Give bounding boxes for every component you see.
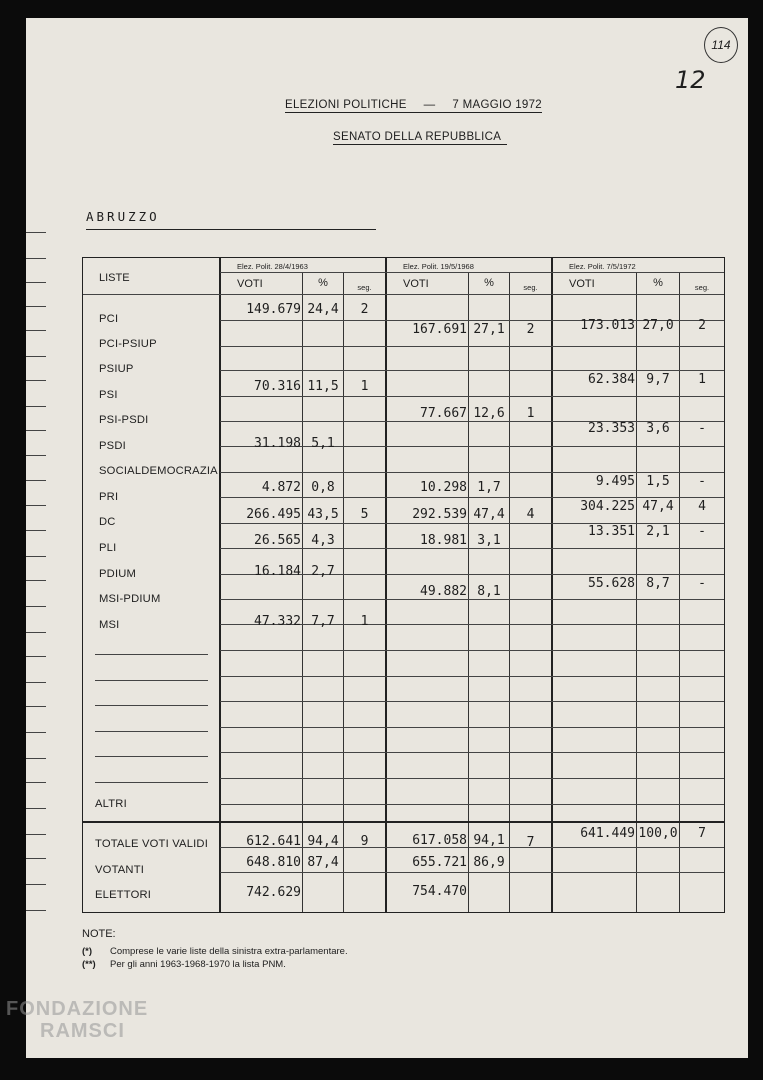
v1972-psi-voti: 62.384 <box>588 372 635 387</box>
v1968-pci-psiup-seg: 2 <box>526 322 535 337</box>
election-results-table <box>82 257 725 913</box>
v1972-pri-pct: 1,5 <box>646 474 670 489</box>
v1972-pci-psiup-voti: 173.013 <box>580 318 635 333</box>
t1972-validi-seg: 7 <box>698 826 706 841</box>
v1963-psi-voti: 70.316 <box>254 379 301 394</box>
archive-stamp: 114 <box>704 27 738 63</box>
v1968-pri-pct: 1,7 <box>477 480 501 495</box>
t1963-validi-voti: 612.641 <box>246 834 301 849</box>
v1963-pdium-pct: 2,7 <box>311 564 335 579</box>
t1963-elettori: 742.629 <box>246 885 301 900</box>
title-dash: — <box>423 99 436 111</box>
v1972-psi-pct: 9,7 <box>646 372 670 387</box>
title-right: 7 MAGGIO 1972 <box>452 99 542 111</box>
v1963-dc-pct: 43,5 <box>307 507 339 522</box>
watermark-line-2: RAMSCI <box>40 1020 125 1042</box>
v1972-psdi-voti: 23.353 <box>588 421 635 436</box>
v1963-pli-voti: 26.565 <box>254 533 301 548</box>
v1968-dc-voti: 292.539 <box>412 507 467 522</box>
t1968-validi-voti: 617.058 <box>412 833 467 848</box>
totale-voti-validi-label: TOTALE VOTI VALIDI <box>95 838 209 850</box>
v1963-pri-pct: 0,8 <box>311 480 335 495</box>
pct-header-1968: % <box>484 277 494 289</box>
party-altri: ALTRI <box>95 798 127 810</box>
party-psi-psdi: PSI-PSDI <box>99 414 149 426</box>
votanti-label: VOTANTI <box>95 864 145 876</box>
v1963-pci-pct: 24,4 <box>307 302 339 317</box>
t1972-validi-pct: 100,0 <box>638 826 678 841</box>
party-pri: PRI <box>99 491 119 503</box>
liste-header: LISTE <box>99 272 130 284</box>
v1963-msi-pct: 7,7 <box>311 614 335 629</box>
t1963-validi-pct: 94,4 <box>307 834 339 849</box>
party-dc: DC <box>99 516 116 528</box>
t1968-validi-seg: 7 <box>526 835 535 850</box>
note-2-text: Per gli anni 1963-1968-1970 la lista PNM. <box>110 959 286 970</box>
v1972-pri-voti: 9.495 <box>595 474 635 489</box>
t1972-validi-voti: 641.449 <box>580 826 635 841</box>
election-1972-header: Elez. Polit. 7/5/1972 <box>569 262 636 271</box>
v1968-msi-pdium-pct: 8,1 <box>477 584 501 599</box>
v1963-psi-pct: 11,5 <box>307 379 339 394</box>
v1968-psi-psdi-voti: 77.667 <box>420 406 467 421</box>
t1968-elettori: 754.470 <box>412 884 467 899</box>
watermark <box>6 998 148 1042</box>
v1972-msi-voti: 55.628 <box>588 576 635 591</box>
page-title <box>285 99 542 113</box>
voti-header-1968: VOTI <box>403 278 429 290</box>
v1963-pdium-voti: 16.184 <box>254 564 301 579</box>
seg-header-1963: seg. <box>357 283 372 292</box>
region-heading: ABRUZZO <box>86 209 376 230</box>
notes-heading: NOTE: <box>82 928 116 940</box>
elettori-label: ELETTORI <box>95 889 152 901</box>
v1963-psdi-voti: 31.198 <box>254 436 301 451</box>
seg-header-1972: seg. <box>694 283 710 292</box>
voti-header-1972: VOTI <box>569 278 595 290</box>
v1968-pli-voti: 18.981 <box>420 533 467 548</box>
title-left: ELEZIONI POLITICHE <box>285 99 407 111</box>
v1972-pli-pct: 2,1 <box>646 524 670 539</box>
v1963-msi-seg: 1 <box>360 614 369 629</box>
t1968-votanti-voti: 655.721 <box>412 855 467 870</box>
v1972-msi-pct: 8,7 <box>646 576 670 591</box>
v1972-pli-seg: - <box>698 524 706 539</box>
v1972-pli-voti: 13.351 <box>588 524 635 539</box>
note-1-text: Comprese le varie liste della sinistra extra-parlamentare. <box>110 946 348 957</box>
v1963-dc-voti: 266.495 <box>246 507 301 522</box>
v1968-dc-seg: 4 <box>526 507 535 522</box>
v1972-dc-voti: 304.225 <box>580 499 635 514</box>
election-1963-header: Elez. Polit. 28/4/1963 <box>237 262 308 271</box>
v1963-pci-seg: 2 <box>360 302 369 317</box>
party-psdi: PSDI <box>99 440 126 452</box>
t1963-validi-seg: 9 <box>360 834 369 849</box>
v1972-pci-psiup-seg: 2 <box>698 318 706 333</box>
t1963-votanti-voti: 648.810 <box>246 855 301 870</box>
page-subtitle: SENATO DELLA REPUBBLICA <box>333 131 507 145</box>
v1963-pri-voti: 4.872 <box>261 480 301 495</box>
party-pci: PCI <box>99 313 119 325</box>
v1963-dc-seg: 5 <box>360 507 369 522</box>
v1968-dc-pct: 47,4 <box>473 507 505 522</box>
party-socialdemocrazia: SOCIALDEMOCRAZIA <box>99 465 218 477</box>
v1963-pci-voti: 149.679 <box>246 302 301 317</box>
v1968-psi-psdi-pct: 12,6 <box>473 406 505 421</box>
note-1 <box>82 946 348 957</box>
v1972-pri-seg: - <box>698 474 706 489</box>
v1968-pci-psiup-pct: 27,1 <box>473 322 505 337</box>
v1972-pci-psiup-pct: 27,0 <box>642 318 674 333</box>
page-number: 12 <box>675 66 706 94</box>
election-1968-header: Elez. Polit. 19/5/1968 <box>403 262 474 271</box>
v1972-psdi-pct: 3,6 <box>646 421 670 436</box>
party-pdium: PDIUM <box>99 568 137 580</box>
v1963-msi-voti: 47.332 <box>254 614 301 629</box>
pct-header-1972: % <box>653 277 663 289</box>
note-1-mark: (*) <box>82 946 93 957</box>
party-msi-pdium: MSI-PDIUM <box>99 593 161 605</box>
v1968-psi-psdi-seg: 1 <box>526 406 535 421</box>
party-psiup: PSIUP <box>99 363 134 375</box>
v1963-psdi-pct: 5,1 <box>311 436 335 451</box>
v1968-pri-voti: 10.298 <box>420 480 467 495</box>
v1968-msi-pdium-voti: 49.882 <box>420 584 467 599</box>
v1968-pci-psiup-voti: 167.691 <box>412 322 467 337</box>
note-2-mark: (**) <box>82 959 96 970</box>
t1968-votanti-pct: 86,9 <box>473 855 505 870</box>
watermark-line-1: FONDAZIONE <box>6 998 149 1020</box>
note-2 <box>82 959 286 970</box>
v1972-dc-seg: 4 <box>698 499 706 514</box>
t1968-validi-pct: 94,1 <box>473 833 505 848</box>
t1963-votanti-pct: 87,4 <box>307 855 339 870</box>
v1972-msi-seg: - <box>698 576 706 591</box>
pct-header-1963: % <box>318 277 328 289</box>
party-pli: PLI <box>99 542 117 554</box>
v1963-pli-pct: 4,3 <box>311 533 335 548</box>
party-psi: PSI <box>99 389 118 401</box>
v1972-dc-pct: 47,4 <box>642 499 674 514</box>
party-pci-psiup: PCI-PSIUP <box>99 338 157 350</box>
voti-header-1963: VOTI <box>237 278 263 290</box>
v1972-psdi-seg: - <box>698 421 706 436</box>
v1968-pli-pct: 3,1 <box>477 533 501 548</box>
v1963-psi-seg: 1 <box>360 379 369 394</box>
party-msi: MSI <box>99 619 120 631</box>
v1972-psi-seg: 1 <box>698 372 706 387</box>
seg-header-1968: seg. <box>523 283 538 292</box>
